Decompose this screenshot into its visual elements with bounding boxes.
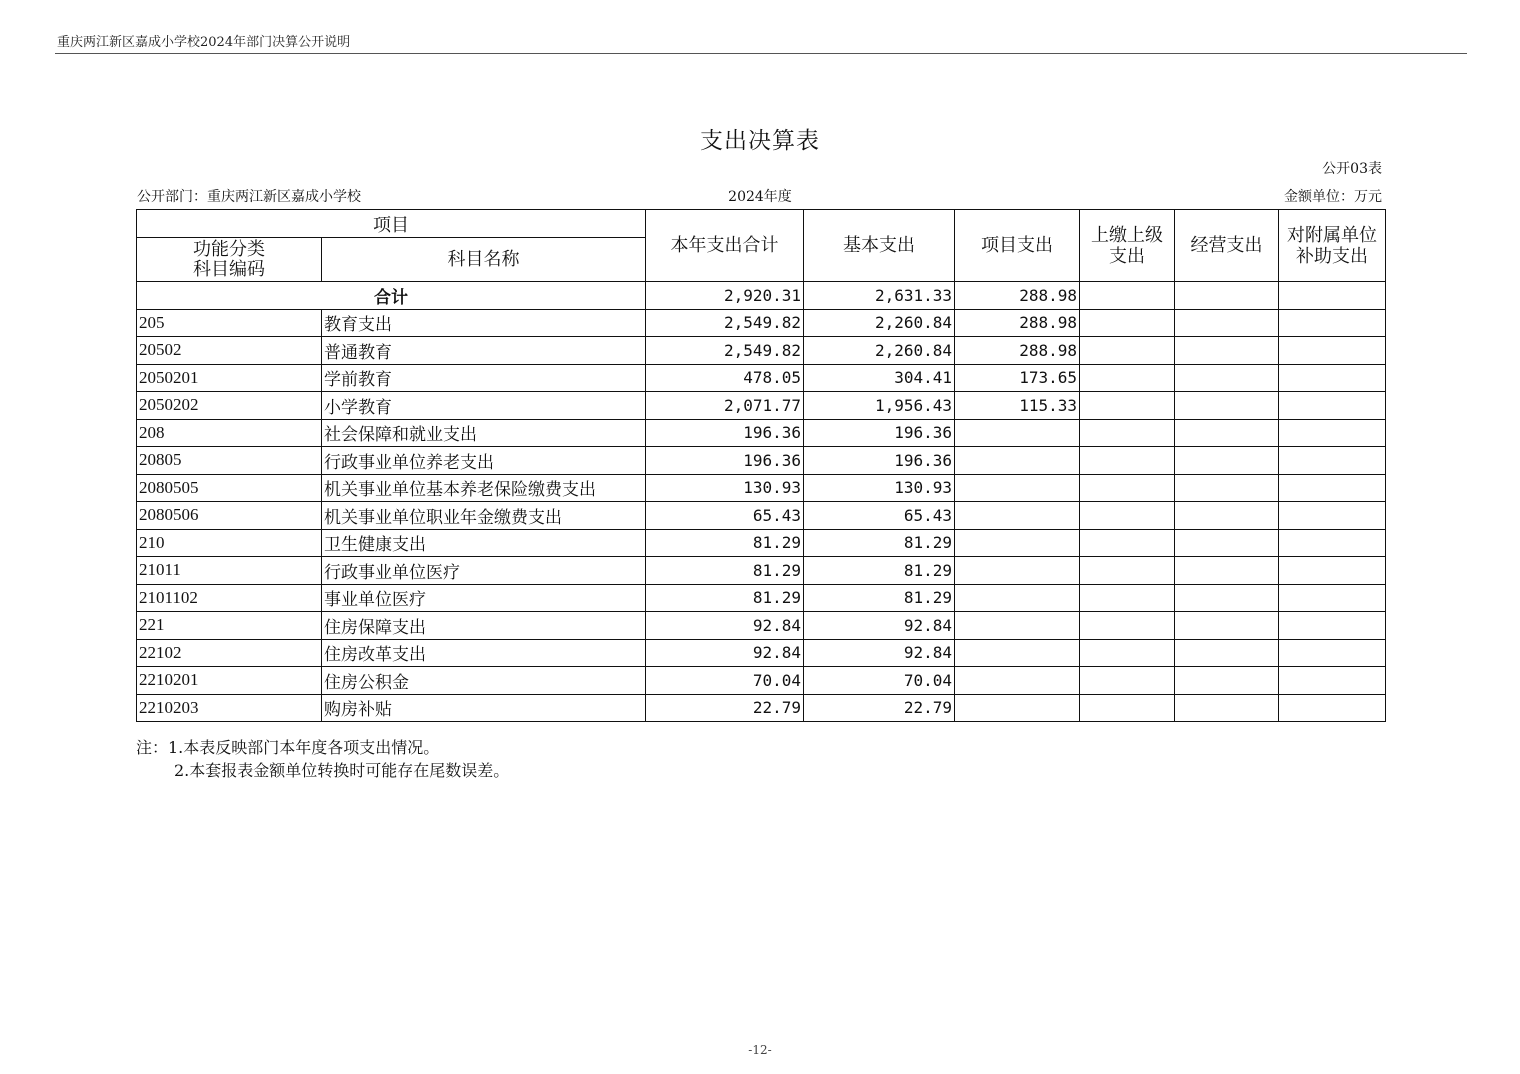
row-subsidy <box>1279 502 1386 530</box>
total-row <box>137 282 1386 310</box>
row-total: 130.93 <box>646 474 804 502</box>
row-subsidy <box>1279 584 1386 612</box>
total-subsidy <box>1279 282 1386 310</box>
row-total: 2,071.77 <box>646 392 804 420</box>
table-row <box>137 584 1386 612</box>
header-remit-line1: 上缴上级 <box>1091 224 1163 246</box>
table-row <box>137 502 1386 530</box>
table-row <box>137 392 1386 420</box>
row-remit <box>1080 474 1175 502</box>
note-1: 注：1.本表反映部门本年度各项支出情况。 <box>136 738 440 757</box>
row-operating <box>1175 584 1279 612</box>
header-code <box>137 238 322 282</box>
total-label: 合计 <box>137 282 646 310</box>
row-remit <box>1080 392 1175 420</box>
header-subsidy <box>1279 210 1386 282</box>
row-remit <box>1080 612 1175 640</box>
row-total: 81.29 <box>646 584 804 612</box>
row-total: 92.84 <box>646 639 804 667</box>
total-remit <box>1080 282 1175 310</box>
header-remit <box>1080 210 1175 282</box>
row-project <box>955 694 1080 722</box>
row-project <box>955 447 1080 475</box>
row-name: 小学教育 <box>322 392 646 420</box>
total-project: 288.98 <box>955 282 1080 310</box>
header-subsidy-line2: 补助支出 <box>1296 245 1368 267</box>
row-project: 173.65 <box>955 364 1080 392</box>
row-total: 2,549.82 <box>646 337 804 365</box>
row-code: 21011 <box>137 557 322 585</box>
row-project: 288.98 <box>955 337 1080 365</box>
amount-unit-label: 金额单位：万元 <box>1284 189 1382 205</box>
header-divider <box>55 53 1467 54</box>
row-name: 社会保障和就业支出 <box>322 419 646 447</box>
row-total: 81.29 <box>646 557 804 585</box>
row-name: 住房改革支出 <box>322 639 646 667</box>
row-total: 81.29 <box>646 529 804 557</box>
row-code: 2050201 <box>137 364 322 392</box>
row-subsidy <box>1279 667 1386 695</box>
row-code: 2080506 <box>137 502 322 530</box>
row-total: 196.36 <box>646 419 804 447</box>
row-basic: 70.04 <box>804 667 955 695</box>
row-remit <box>1080 667 1175 695</box>
row-name: 购房补贴 <box>322 694 646 722</box>
header-name: 科目名称 <box>322 238 646 282</box>
row-basic: 2,260.84 <box>804 309 955 337</box>
row-code: 22102 <box>137 639 322 667</box>
row-operating <box>1175 639 1279 667</box>
row-subsidy <box>1279 474 1386 502</box>
row-remit <box>1080 337 1175 365</box>
row-operating <box>1175 309 1279 337</box>
row-total: 478.05 <box>646 364 804 392</box>
row-remit <box>1080 529 1175 557</box>
row-basic: 65.43 <box>804 502 955 530</box>
total-basic: 2,631.33 <box>804 282 955 310</box>
row-operating <box>1175 364 1279 392</box>
row-operating <box>1175 419 1279 447</box>
row-remit <box>1080 694 1175 722</box>
row-operating <box>1175 694 1279 722</box>
row-operating <box>1175 529 1279 557</box>
row-basic: 1,956.43 <box>804 392 955 420</box>
row-basic: 81.29 <box>804 584 955 612</box>
row-basic: 196.36 <box>804 419 955 447</box>
row-code: 20805 <box>137 447 322 475</box>
header-subsidy-line1: 对附属单位 <box>1287 224 1377 246</box>
row-project <box>955 584 1080 612</box>
header-code-line2: 科目编码 <box>193 258 265 280</box>
total-amount: 2,920.31 <box>646 282 804 310</box>
row-name: 行政事业单位养老支出 <box>322 447 646 475</box>
row-name: 教育支出 <box>322 309 646 337</box>
row-basic: 92.84 <box>804 612 955 640</box>
row-project <box>955 529 1080 557</box>
row-code: 2080505 <box>137 474 322 502</box>
row-remit <box>1080 309 1175 337</box>
row-code: 20502 <box>137 337 322 365</box>
table-row <box>137 639 1386 667</box>
row-subsidy <box>1279 529 1386 557</box>
header-code-line1: 功能分类 <box>193 238 265 260</box>
row-basic: 22.79 <box>804 694 955 722</box>
expenditure-table <box>136 209 1386 722</box>
row-code: 208 <box>137 419 322 447</box>
row-remit <box>1080 447 1175 475</box>
row-basic: 2,260.84 <box>804 337 955 365</box>
row-total: 70.04 <box>646 667 804 695</box>
row-project <box>955 474 1080 502</box>
row-project <box>955 639 1080 667</box>
table-row <box>137 667 1386 695</box>
row-subsidy <box>1279 612 1386 640</box>
row-operating <box>1175 612 1279 640</box>
header-project: 项目支出 <box>955 210 1080 282</box>
row-basic: 196.36 <box>804 447 955 475</box>
row-basic: 304.41 <box>804 364 955 392</box>
row-code: 2101102 <box>137 584 322 612</box>
table-row <box>137 612 1386 640</box>
table-body <box>137 282 1386 722</box>
row-subsidy <box>1279 447 1386 475</box>
row-subsidy <box>1279 364 1386 392</box>
row-project: 288.98 <box>955 309 1080 337</box>
table-row <box>137 557 1386 585</box>
row-subsidy <box>1279 392 1386 420</box>
row-total: 196.36 <box>646 447 804 475</box>
row-name: 机关事业单位基本养老保险缴费支出 <box>322 474 646 502</box>
row-remit <box>1080 557 1175 585</box>
row-basic: 81.29 <box>804 557 955 585</box>
row-operating <box>1175 337 1279 365</box>
row-project <box>955 667 1080 695</box>
notes <box>136 736 509 782</box>
row-name: 卫生健康支出 <box>322 529 646 557</box>
row-subsidy <box>1279 337 1386 365</box>
row-remit <box>1080 584 1175 612</box>
total-operating <box>1175 282 1279 310</box>
row-name: 普通教育 <box>322 337 646 365</box>
row-name: 住房公积金 <box>322 667 646 695</box>
row-code: 2210201 <box>137 667 322 695</box>
row-project: 115.33 <box>955 392 1080 420</box>
row-operating <box>1175 667 1279 695</box>
row-project <box>955 502 1080 530</box>
row-project <box>955 612 1080 640</box>
table-row <box>137 419 1386 447</box>
page-number: -12- <box>748 1043 772 1057</box>
row-subsidy <box>1279 694 1386 722</box>
table-row <box>137 474 1386 502</box>
row-total: 65.43 <box>646 502 804 530</box>
header-item: 项目 <box>137 210 646 238</box>
row-code: 2210203 <box>137 694 322 722</box>
row-remit <box>1080 639 1175 667</box>
row-subsidy <box>1279 557 1386 585</box>
table-row <box>137 447 1386 475</box>
row-operating <box>1175 474 1279 502</box>
row-basic: 130.93 <box>804 474 955 502</box>
table-row <box>137 529 1386 557</box>
row-code: 2050202 <box>137 392 322 420</box>
header-total: 本年支出合计 <box>646 210 804 282</box>
row-operating <box>1175 502 1279 530</box>
header-operating: 经营支出 <box>1175 210 1279 282</box>
row-name: 学前教育 <box>322 364 646 392</box>
row-code: 210 <box>137 529 322 557</box>
document-title: 支出决算表 <box>700 128 820 154</box>
running-title: 重庆两江新区嘉成小学校2024年部门决算公开说明 <box>57 35 351 50</box>
row-remit <box>1080 364 1175 392</box>
row-basic: 92.84 <box>804 639 955 667</box>
row-operating <box>1175 557 1279 585</box>
table-header <box>137 210 1386 282</box>
table-row <box>137 694 1386 722</box>
row-operating <box>1175 447 1279 475</box>
row-total: 22.79 <box>646 694 804 722</box>
header-basic: 基本支出 <box>804 210 955 282</box>
row-name: 住房保障支出 <box>322 612 646 640</box>
row-name: 机关事业单位职业年金缴费支出 <box>322 502 646 530</box>
row-total: 92.84 <box>646 612 804 640</box>
row-remit <box>1080 502 1175 530</box>
row-total: 2,549.82 <box>646 309 804 337</box>
row-name: 事业单位医疗 <box>322 584 646 612</box>
row-project <box>955 419 1080 447</box>
table-number: 公开03表 <box>1322 161 1382 177</box>
row-subsidy <box>1279 419 1386 447</box>
row-code: 205 <box>137 309 322 337</box>
row-subsidy <box>1279 639 1386 667</box>
row-remit <box>1080 419 1175 447</box>
row-project <box>955 557 1080 585</box>
row-code: 221 <box>137 612 322 640</box>
table-row <box>137 309 1386 337</box>
row-subsidy <box>1279 309 1386 337</box>
table-row <box>137 364 1386 392</box>
row-operating <box>1175 392 1279 420</box>
table-row <box>137 337 1386 365</box>
note-2: 2.本套报表金额单位转换时可能存在尾数误差。 <box>174 761 510 780</box>
fiscal-year-label: 2024年度 <box>728 189 792 205</box>
department-label: 公开部门：重庆两江新区嘉成小学校 <box>137 189 361 205</box>
row-basic: 81.29 <box>804 529 955 557</box>
row-name: 行政事业单位医疗 <box>322 557 646 585</box>
header-remit-line2: 支出 <box>1109 245 1145 267</box>
